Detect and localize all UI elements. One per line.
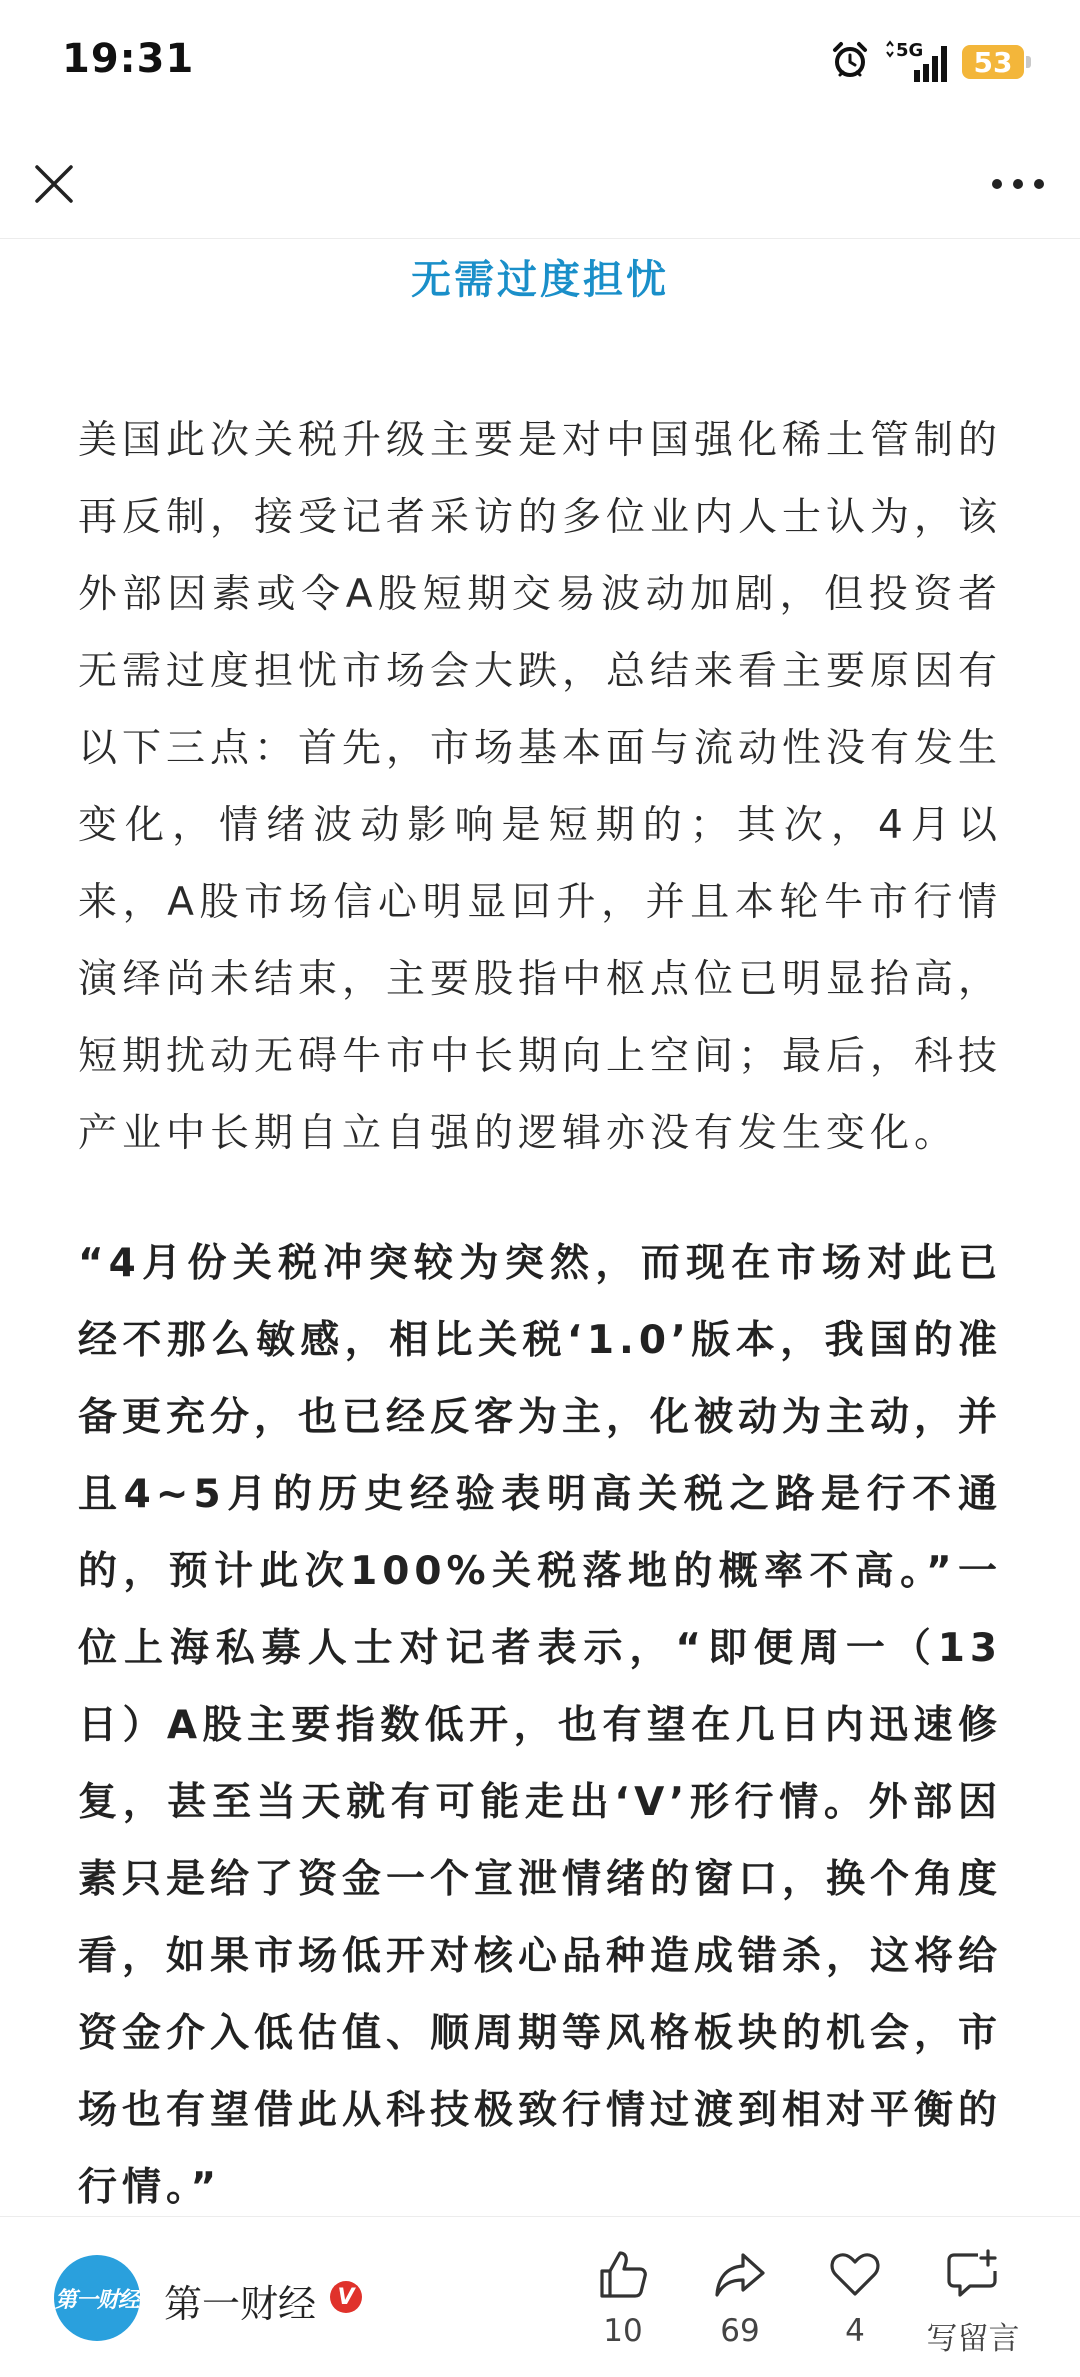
nav-bar <box>0 120 1080 239</box>
brand-logo-text: 第一财经 <box>54 2287 139 2313</box>
verified-badge: V <box>330 2281 362 2313</box>
comment-button[interactable] <box>918 2247 1028 2367</box>
close-icon <box>33 163 75 205</box>
share-count: 69 <box>720 2313 760 2349</box>
like-button[interactable] <box>568 2247 678 2367</box>
battery-level: 53 <box>973 45 1013 79</box>
bottom-action-bar <box>0 2216 1080 2377</box>
heart-icon <box>828 2247 882 2301</box>
favorite-count: 4 <box>845 2313 865 2349</box>
close-button[interactable] <box>22 152 86 216</box>
like-count: 10 <box>603 2313 643 2349</box>
more-button[interactable] <box>978 152 1058 216</box>
favorite-button[interactable] <box>800 2247 910 2367</box>
brand-name[interactable]: 第一财经 <box>164 2282 317 2326</box>
battery-icon <box>962 45 1024 79</box>
alarm-icon <box>830 40 870 84</box>
signal-icon <box>884 40 948 84</box>
article-body <box>78 240 1002 2226</box>
article-quote-paragraph: “4月份关税冲突较为突然，而现在市场对此已经不那么敏感，相比关税‘1.0’版本，我国的准备更充分，也已经反客为主，化被动为主动，并且4~5月的历史经验表明高关税之路是行不通的，预计此次100%关税落地的概率不高。”一位上海私募人士对记者表示，“即便周一（13日）A股主要指数低开，也有望在几日内迅速修复，甚至当天就有可能走出‘V’形行情。外部因素只是给了资金一个宣泄情绪的窗口，换个角度看，如果市场低开对核心品种造成错杀，这将给资金介入低估值、顺周期等风格板块的机会，市场也有望借此从科技极致行情过渡到相对平衡的行情。” <box>78 1241 1003 2210</box>
status-bar <box>0 0 1080 120</box>
comment-add-icon <box>944 2247 1002 2301</box>
more-icon <box>990 177 1046 191</box>
article-paragraph: 美国此次关税升级主要是对中国强化稀土管制的再反制，接受记者采访的多位业内人士认为，该外部因素或令A股短期交易波动加剧，但投资者无需过度担忧市场会大跌，总结来看主要原因有以下三点：首先，市场基本面与流动性没有发生变化，情绪波动影响是短期的；其次，4月以来，A股市场信心明显回升，并且本轮牛市行情演绎尚未结束，主要股指中枢点位已明显抬高，短期扰动无碍牛市中长期向上空间；最后，科技产业中长期自立自强的逻辑亦没有发生变化。 <box>78 418 1003 1156</box>
status-time: 19:31 <box>62 36 195 82</box>
status-icons <box>830 36 1024 88</box>
brand-logo[interactable] <box>54 2255 140 2341</box>
share-button[interactable] <box>685 2247 795 2367</box>
network-type: 5G <box>896 40 924 61</box>
comment-label: 写留言 <box>926 2321 1020 2357</box>
thumbs-up-icon <box>596 2247 650 2301</box>
section-subheading: 无需过度担忧 <box>411 257 669 303</box>
share-icon <box>713 2247 767 2301</box>
